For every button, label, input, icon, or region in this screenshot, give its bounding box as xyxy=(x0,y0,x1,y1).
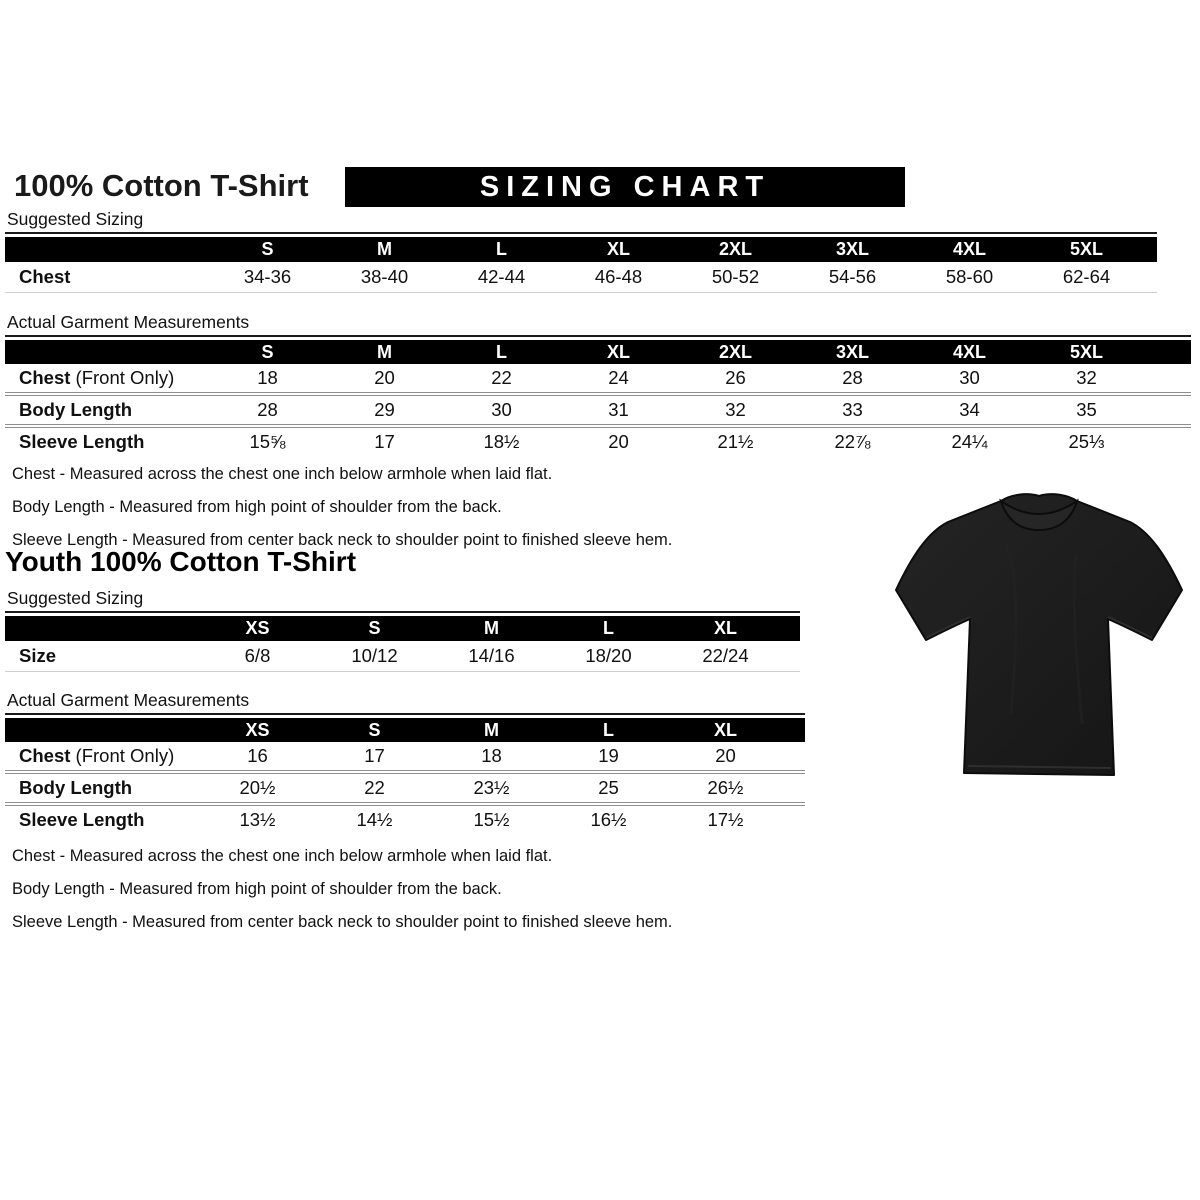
cell: 16½ xyxy=(590,809,627,830)
row-label: Chest (Front Only) xyxy=(19,745,175,766)
note-line: Chest - Measured across the chest one inch below armhole when laid flat. xyxy=(12,465,553,483)
adult-suggested-table xyxy=(5,209,1157,293)
cell: 18/20 xyxy=(585,645,632,666)
cell: 20 xyxy=(715,745,736,766)
table-row xyxy=(5,770,805,802)
header-cell: XS xyxy=(245,719,270,740)
cell: 14/16 xyxy=(468,645,515,666)
cell: 6/8 xyxy=(244,645,271,666)
header-cell: 3XL xyxy=(835,239,869,259)
header-cell: 4XL xyxy=(952,341,986,362)
cell: 20½ xyxy=(239,777,276,798)
cell: 22/24 xyxy=(702,645,749,666)
cell: 31 xyxy=(608,399,629,420)
cell: 28 xyxy=(842,367,863,388)
row-label: Chest (Front Only) xyxy=(19,367,175,388)
cell: 58-60 xyxy=(945,266,994,287)
cell: 26 xyxy=(725,367,746,388)
cell: 30 xyxy=(959,367,980,388)
cell: 17½ xyxy=(707,809,744,830)
cell: 16 xyxy=(247,745,268,766)
adult-suggested-label: Suggested Sizing xyxy=(5,209,1157,234)
row-label: Body Length xyxy=(19,399,133,420)
cell: 22 xyxy=(364,777,385,798)
tshirt-body xyxy=(896,494,1182,775)
header-cell: 4XL xyxy=(952,239,986,259)
cell: 24¼ xyxy=(951,431,988,452)
row-label: Chest xyxy=(19,266,71,287)
cell: 25⅓ xyxy=(1068,431,1105,452)
cell: 28 xyxy=(257,399,278,420)
header-cell: L xyxy=(603,719,614,740)
youth-suggested-header-row xyxy=(5,616,800,641)
table-row xyxy=(5,262,1157,293)
cell: 42-44 xyxy=(477,266,526,287)
cell: 19 xyxy=(598,745,619,766)
cell: 23½ xyxy=(473,777,510,798)
note-line: Chest - Measured across the chest one inch below armhole when laid flat. xyxy=(12,847,553,865)
cell: 32 xyxy=(725,399,746,420)
header-cell: M xyxy=(377,239,392,259)
header-cell: S xyxy=(261,239,274,259)
adult-notes xyxy=(12,458,672,557)
youth-actual-header-row xyxy=(5,718,805,742)
table-row xyxy=(5,802,805,834)
table-row xyxy=(5,424,1191,456)
cell: 20 xyxy=(608,431,629,452)
cell: 29 xyxy=(374,399,395,420)
cell: 34-36 xyxy=(243,266,292,287)
header-cell: XL xyxy=(713,719,737,740)
header-cell: 3XL xyxy=(835,341,869,362)
youth-actual-label: Actual Garment Measurements xyxy=(5,690,805,715)
header-cell: L xyxy=(603,618,614,638)
header-cell: S xyxy=(261,341,274,362)
header-cell: XL xyxy=(606,239,630,259)
sizing-chart-banner xyxy=(345,167,905,207)
adult-actual-header-row xyxy=(5,340,1191,364)
row-label: Size xyxy=(19,645,57,666)
cell: 21½ xyxy=(717,431,754,452)
row-label: Sleeve Length xyxy=(19,431,145,452)
cell: 25 xyxy=(598,777,619,798)
youth-suggested-table xyxy=(5,588,800,672)
header-cell: XL xyxy=(713,618,737,638)
cell: 50-52 xyxy=(711,266,760,287)
header-cell: 2XL xyxy=(718,239,752,259)
cell: 18½ xyxy=(483,431,520,452)
note-line: Sleeve Length - Measured from center back neck to shoulder point to finished sleeve hem. xyxy=(12,531,673,549)
header-cell: 5XL xyxy=(1069,341,1103,362)
header-cell: L xyxy=(496,239,507,259)
cell: 38-40 xyxy=(360,266,409,287)
cell: 15⅝ xyxy=(249,431,286,452)
table-row xyxy=(5,364,1191,392)
adult-title: 100% Cotton T-Shirt xyxy=(14,168,309,203)
header-cell: L xyxy=(496,341,507,362)
header-cell: 2XL xyxy=(718,341,752,362)
cell: 15½ xyxy=(473,809,510,830)
header-cell: XS xyxy=(245,618,270,638)
cell: 54-56 xyxy=(828,266,877,287)
row-label: Sleeve Length xyxy=(19,809,145,830)
table-row xyxy=(5,742,805,770)
cell: 35 xyxy=(1076,399,1097,420)
cell: 14½ xyxy=(356,809,393,830)
youth-notes xyxy=(12,840,672,939)
cell: 20 xyxy=(374,367,395,388)
note-line: Body Length - Measured from high point of shoulder from the back. xyxy=(12,498,502,516)
youth-title: Youth 100% Cotton T-Shirt xyxy=(5,546,357,577)
youth-suggested-label: Suggested Sizing xyxy=(5,588,800,613)
header-cell: M xyxy=(484,719,499,740)
cell: 46-48 xyxy=(594,266,643,287)
adult-actual-label: Actual Garment Measurements xyxy=(5,312,1191,337)
header-cell: 5XL xyxy=(1069,239,1103,259)
table-row xyxy=(5,641,800,672)
cell: 34 xyxy=(959,399,980,420)
header-cell: M xyxy=(377,341,392,362)
cell: 32 xyxy=(1076,367,1097,388)
header-cell: XL xyxy=(606,341,630,362)
cell: 62-64 xyxy=(1062,266,1111,287)
cell: 17 xyxy=(364,745,385,766)
header-cell: S xyxy=(368,719,381,740)
tshirt-image xyxy=(886,474,1192,806)
row-label: Body Length xyxy=(19,777,133,798)
tshirt-graphic xyxy=(886,474,1192,806)
adult-actual-table xyxy=(5,312,1191,456)
note-line: Body Length - Measured from high point of shoulder from the back. xyxy=(12,880,502,898)
cell: 18 xyxy=(257,367,278,388)
header-cell: S xyxy=(368,618,381,638)
header-cell: M xyxy=(484,618,499,638)
youth-actual-table xyxy=(5,690,805,834)
cell: 22 xyxy=(491,367,512,388)
cell: 22⅞ xyxy=(834,431,871,452)
cell: 18 xyxy=(481,745,502,766)
cell: 13½ xyxy=(239,809,276,830)
cell: 33 xyxy=(842,399,863,420)
cell: 24 xyxy=(608,367,629,388)
cell: 26½ xyxy=(707,777,744,798)
sizing-chart-banner-text: SIZING CHART xyxy=(479,170,771,203)
cell: 17 xyxy=(374,431,395,452)
table-row xyxy=(5,392,1191,424)
cell: 10/12 xyxy=(351,645,398,666)
cell: 30 xyxy=(491,399,512,420)
adult-suggested-header-row xyxy=(5,237,1157,262)
note-line: Sleeve Length - Measured from center back neck to shoulder point to finished sleeve hem. xyxy=(12,913,673,931)
